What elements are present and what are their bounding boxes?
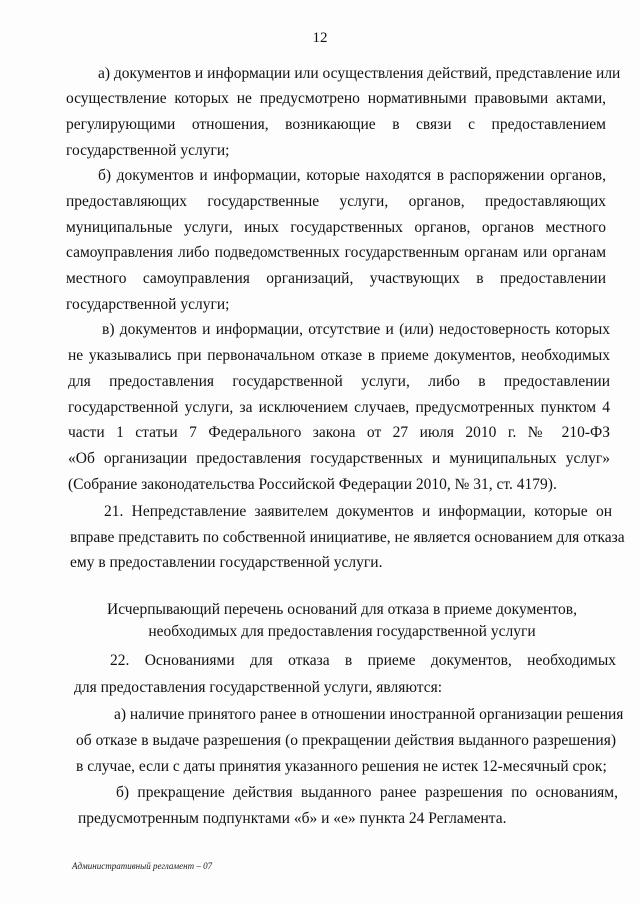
text-line: муниципальные услуги, иных государственных органов, органов местного [66,219,606,236]
text-line: 21. Непредставление заявителем документов и информации, которые он [104,503,612,520]
text-line: ему в предоставлении государственной услуги. [70,554,383,571]
text-line: местного самоуправления организаций, участвующих в предоставлении [66,270,606,287]
section-heading: необходимых для предоставления государственной услуги [148,623,536,640]
text-line: для предоставления государственной услуги, либо в предоставлении [68,373,610,390]
text-line: осуществление которых не предусмотрено нормативными правовыми актами, [66,90,606,107]
text-line: государственной услуги; [66,142,230,159]
text-line: предусмотренным подпунктами «б» и «е» пункта 24 Регламента. [78,810,507,827]
text-line: а) документов и информации или осуществления действий, представление или [98,65,621,82]
text-line: «Об организации предоставления государственных и муниципальных услуг» [68,450,610,467]
text-line: вправе представить по собственной инициативе, не является основанием для отказа [70,529,625,546]
text-line: (Собрание законодательства Российской Федерации 2010, № 31, ст. 4179). [68,476,557,493]
text-line: об отказе в выдаче разрешения (о прекращении действия выданного разрешения) [76,732,616,749]
text-line: предоставляющих государственные услуги, органов, предоставляющих [66,193,606,210]
text-line: регулирующими отношения, возникающие в связи с предоставлением [66,116,606,133]
text-line: 22. Основаниями для отказа в приеме документов, необходимых [110,652,616,669]
page-number: 12 [312,30,328,46]
page-footer: Административный регламент – 07 [72,861,213,871]
text-line: в случае, если с даты принятия указанного решения не истек 12-месячный срок; [76,758,607,775]
text-line: не указывались при первоначальном отказе в приеме документов, необходимых [68,347,610,364]
section-heading: Исчерпывающий перечень оснований для отказа в приеме документов, [107,601,577,618]
text-line: б) документов и информации, которые находятся в распоряжении органов, [98,167,606,184]
text-line: для предоставления государственной услуги, являются: [74,679,443,696]
text-line: б) прекращение действия выданного ранее разрешения по основаниям, [116,784,618,801]
text-line: самоуправления либо подведомственных государственным органам или органам [66,244,606,261]
text-line: государственной услуги; [66,296,230,313]
text-line: а) наличие принятого ранее в отношении иностранной организации решения [114,706,624,723]
text-line: части 1 статьи 7 Федерального закона от 27 июля 2010 г. № 210-ФЗ [68,424,610,441]
text-line: в) документов и информации, отсутствие и (или) недостоверность которых [102,321,610,338]
text-line: государственной услуги, за исключением случаев, предусмотренных пунктом 4 [68,399,610,416]
